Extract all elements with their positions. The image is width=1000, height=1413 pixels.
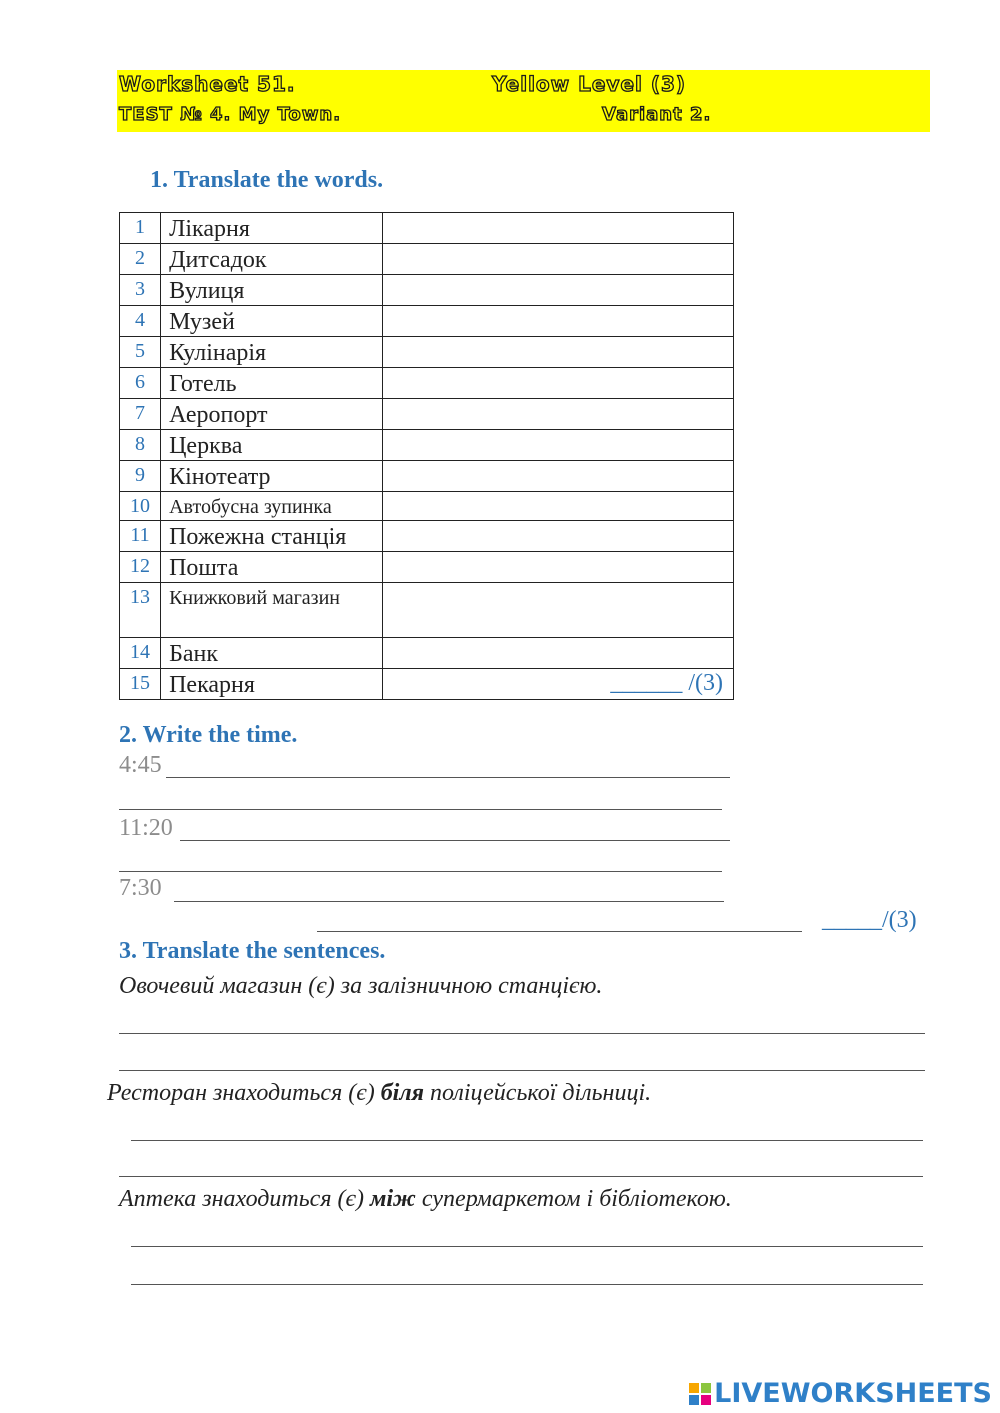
time-1-answer-line[interactable] bbox=[166, 777, 730, 778]
word-translation-answer[interactable] bbox=[383, 399, 734, 430]
word-ukrainian: Кулінарія bbox=[161, 337, 383, 368]
logo-tile bbox=[689, 1395, 699, 1405]
word-translation-answer[interactable] bbox=[383, 430, 734, 461]
sentence-3-bold: між bbox=[369, 1186, 416, 1212]
word-translation-answer[interactable] bbox=[383, 337, 734, 368]
word-number: 11 bbox=[120, 521, 161, 552]
word-translation-answer[interactable] bbox=[383, 521, 734, 552]
word-ukrainian: Музей bbox=[161, 306, 383, 337]
word-number: 2 bbox=[120, 244, 161, 275]
worksheet-number: Worksheet 51. bbox=[119, 72, 296, 96]
word-ukrainian: Вулиця bbox=[161, 275, 383, 306]
word-number: 9 bbox=[120, 461, 161, 492]
word-number: 4 bbox=[120, 306, 161, 337]
word-ukrainian: Церква bbox=[161, 430, 383, 461]
word-number: 13 bbox=[120, 583, 161, 638]
section-1-title: 1. Translate the words. bbox=[150, 167, 384, 193]
sentence-3-answer-line-1[interactable] bbox=[131, 1246, 923, 1247]
time-3-answer-line[interactable] bbox=[174, 901, 724, 902]
word-ukrainian: Пошта bbox=[161, 552, 383, 583]
word-number: 7 bbox=[120, 399, 161, 430]
logo-text: LIVEWORKSHEETS bbox=[714, 1378, 992, 1409]
sentence-1-answer-line-1[interactable] bbox=[119, 1033, 925, 1034]
time-1-answer-line-2[interactable] bbox=[119, 809, 722, 810]
word-row bbox=[120, 583, 734, 638]
test-title: TEST № 4. My Town. bbox=[119, 104, 342, 125]
logo-tile bbox=[701, 1395, 711, 1405]
word-row bbox=[120, 669, 734, 700]
word-number: 8 bbox=[120, 430, 161, 461]
sentence-1-answer-line-2[interactable] bbox=[119, 1070, 925, 1071]
word-row bbox=[120, 552, 734, 583]
sentence-3-part-a: Аптека знаходиться (є) bbox=[119, 1186, 370, 1212]
word-translation-answer[interactable] bbox=[383, 306, 734, 337]
word-number: 15 bbox=[120, 669, 161, 700]
variant-label: Variant 2. bbox=[602, 104, 712, 125]
word-translation-answer[interactable] bbox=[383, 492, 734, 521]
word-ukrainian: Лікарня bbox=[161, 213, 383, 244]
word-ukrainian: Готель bbox=[161, 368, 383, 399]
sentence-2-answer-line-2[interactable] bbox=[119, 1176, 923, 1177]
word-translation-answer[interactable] bbox=[383, 461, 734, 492]
word-translation-answer[interactable] bbox=[383, 669, 734, 700]
sentence-2 bbox=[107, 1079, 651, 1107]
time-2-answer-line[interactable] bbox=[180, 840, 730, 841]
word-ukrainian: Дитсадок bbox=[161, 244, 383, 275]
word-translation-answer[interactable] bbox=[383, 244, 734, 275]
word-row bbox=[120, 461, 734, 492]
word-translation-answer[interactable] bbox=[383, 638, 734, 669]
word-number: 1 bbox=[120, 213, 161, 244]
section-2-score[interactable]: _____/(3) bbox=[822, 907, 917, 933]
liveworksheets-logo[interactable] bbox=[689, 1378, 992, 1409]
sentence-1: Овочевий магазин (є) за залізничною станцією. bbox=[119, 973, 603, 999]
sentence-3-answer-line-2[interactable] bbox=[131, 1284, 923, 1285]
sentence-3-part-b: супермаркетом і бібліотекою. bbox=[415, 1186, 732, 1212]
word-row bbox=[120, 213, 734, 244]
word-ukrainian: Пожежна станція bbox=[161, 521, 383, 552]
word-ukrainian: Кінотеатр bbox=[161, 461, 383, 492]
logo-tile bbox=[701, 1383, 711, 1393]
word-row bbox=[120, 638, 734, 669]
word-row bbox=[120, 521, 734, 552]
sentence-3 bbox=[119, 1185, 732, 1213]
word-translation-answer[interactable] bbox=[383, 275, 734, 306]
word-ukrainian: Аеропорт bbox=[161, 399, 383, 430]
level-label: Yellow Level (3) bbox=[492, 72, 687, 96]
header-banner bbox=[117, 70, 930, 132]
word-translation-answer[interactable] bbox=[383, 213, 734, 244]
word-number: 3 bbox=[120, 275, 161, 306]
section-2-title: 2. Write the time. bbox=[119, 722, 298, 748]
word-row bbox=[120, 430, 734, 461]
time-2: 11:20 bbox=[119, 815, 173, 841]
word-ukrainian: Банк bbox=[161, 638, 383, 669]
word-ukrainian: Книжковий магазин bbox=[161, 583, 383, 638]
word-translation-answer[interactable] bbox=[383, 552, 734, 583]
time-2-answer-line-2[interactable] bbox=[119, 871, 722, 872]
word-row bbox=[120, 492, 734, 521]
word-row bbox=[120, 399, 734, 430]
time-3: 7:30 bbox=[119, 875, 162, 901]
sentence-2-part-a: Ресторан знаходиться (є) bbox=[107, 1080, 381, 1106]
logo-tile bbox=[689, 1383, 699, 1393]
word-number: 5 bbox=[120, 337, 161, 368]
word-number: 12 bbox=[120, 552, 161, 583]
sentence-2-part-b: поліцейської дільниці. bbox=[424, 1080, 652, 1106]
section-1-score[interactable]: ______ /(3) bbox=[610, 670, 723, 696]
sentence-2-bold: біля bbox=[380, 1080, 425, 1106]
word-ukrainian: Автобусна зупинка bbox=[161, 492, 383, 521]
word-ukrainian: Пекарня bbox=[161, 669, 383, 700]
logo-tiles-icon bbox=[689, 1383, 711, 1405]
section-3-title: 3. Translate the sentences. bbox=[119, 938, 386, 964]
word-row bbox=[120, 306, 734, 337]
sentence-2-answer-line-1[interactable] bbox=[131, 1140, 923, 1141]
word-number: 14 bbox=[120, 638, 161, 669]
word-row bbox=[120, 337, 734, 368]
word-translation-answer[interactable] bbox=[383, 368, 734, 399]
word-translation-answer[interactable] bbox=[383, 583, 734, 638]
word-number: 10 bbox=[120, 492, 161, 521]
word-number: 6 bbox=[120, 368, 161, 399]
time-3-answer-line-2[interactable] bbox=[317, 931, 802, 932]
word-row bbox=[120, 275, 734, 306]
time-1: 4:45 bbox=[119, 752, 162, 778]
word-row bbox=[120, 368, 734, 399]
words-table bbox=[119, 212, 734, 700]
word-row bbox=[120, 244, 734, 275]
